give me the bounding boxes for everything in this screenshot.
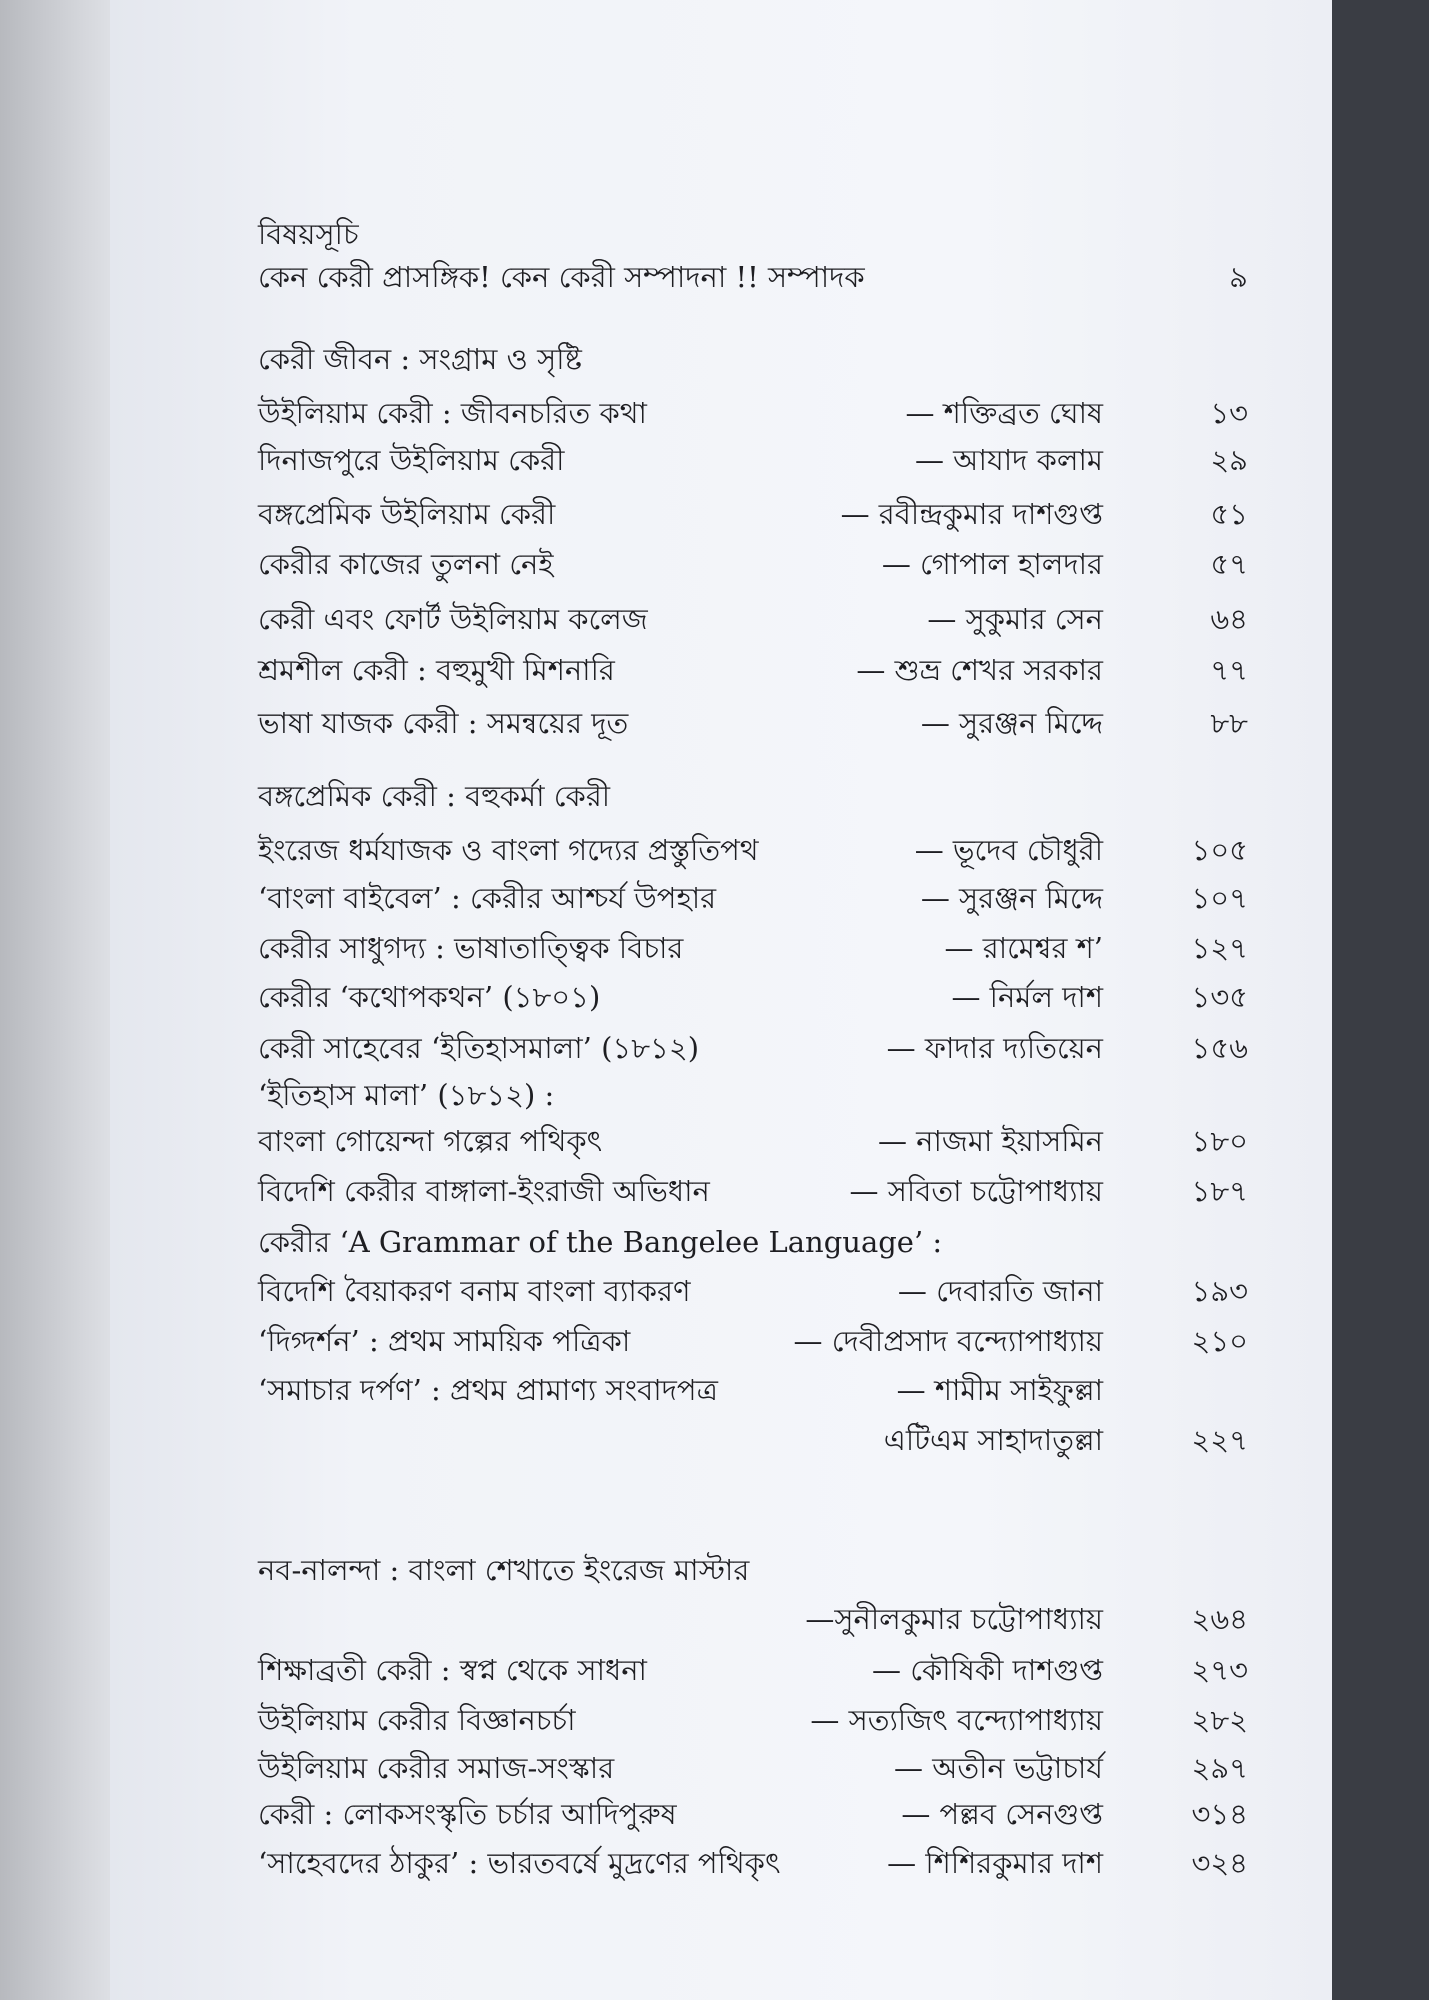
toc-entry (258, 1319, 1248, 1363)
entry-title: শিক্ষাব্রতী কেরী : স্বপ্ন থেকে সাধনা (258, 1653, 647, 1687)
entry-author: — শক্তিব্রত ঘোষ (905, 396, 1103, 430)
entry-title: বাংলা গোয়েন্দা গল্পের পথিকৃৎ (258, 1124, 603, 1158)
toc-entry (258, 492, 1248, 536)
entry-title: শ্রমশীল কেরী : বহুমুখী মিশনারি (258, 653, 615, 687)
entry-author: — গোপাল হালদার (881, 547, 1103, 581)
entry-author: — দেবীপ্রসাদ বন্দ্যোপাধ্যায় (793, 1324, 1103, 1358)
toc-entry (258, 1220, 1248, 1264)
entry-page: ৫৭ (1210, 547, 1248, 581)
toc-entry (258, 1073, 1248, 1117)
entry-author: — পল্লব সেনগুপ্ত (901, 1797, 1103, 1831)
section-heading (258, 1548, 1248, 1592)
entry-title: ‘সাহেবদের ঠাকুর’ : ভারতবর্ষে মুদ্রণের পথিকৃৎ (258, 1846, 781, 1880)
entry-page: ১৩ (1210, 396, 1248, 430)
entry-author: — অতীন ভট্টাচার্য (894, 1751, 1103, 1785)
toc-entry (258, 1026, 1248, 1070)
toc-entry (258, 542, 1248, 586)
toc-entry (258, 975, 1248, 1019)
entry-page: ১৫৬ (1191, 1031, 1248, 1065)
entry-title: ‘বাংলা বাইবেল’ : কেরীর আশ্চর্য উপহার (258, 881, 717, 915)
entry-page: ২৯ (1210, 443, 1248, 477)
toc-entry (258, 438, 1248, 482)
toc-entry (258, 1368, 1248, 1412)
toc-entry (258, 648, 1248, 692)
page-edge-background (1332, 0, 1429, 2000)
entry-title: বিদেশি বৈয়াকরণ বনাম বাংলা ব্যাকরণ (258, 1274, 691, 1308)
toc-entry-intro (258, 255, 1248, 299)
entry-page: ২১০ (1191, 1324, 1248, 1358)
entry-author: — রামেশ্বর শ’ (944, 931, 1103, 965)
entry-page: ১০৭ (1191, 881, 1248, 915)
section-heading (258, 774, 1248, 818)
toc-entry (258, 1746, 1248, 1790)
entry-page: ৮৮ (1210, 706, 1248, 740)
entry-author: — নির্মল দাশ (951, 980, 1103, 1014)
entry-author: — শিশিরকুমার দাশ (887, 1846, 1103, 1880)
toc-entry (258, 1792, 1248, 1836)
entry-page: ৩২৪ (1191, 1846, 1248, 1880)
toc-entry (258, 876, 1248, 920)
toc-entry (258, 1269, 1248, 1313)
toc-entry (258, 391, 1248, 435)
entry-author: — সবিতা চট্টোপাধ্যায় (849, 1174, 1103, 1208)
section-title: কেরী জীবন : সংগ্রাম ও সৃষ্টি (258, 342, 582, 376)
entry-title: কেরীর ‘কথোপকথন’ (১৮০১) (258, 980, 601, 1014)
toc-entry (258, 701, 1248, 745)
entry-title: কেরীর ‘A Grammar of the Bangelee Language’ : (258, 1225, 943, 1259)
toc-entry (258, 926, 1248, 970)
entry-author: — সুরঞ্জন মিদ্দে (920, 881, 1103, 915)
entry-page: ৬৪ (1210, 602, 1248, 636)
entry-title: দিনাজপুরে উইলিয়াম কেরী (258, 443, 565, 477)
entry-author: — দেবারতি জানা (897, 1274, 1103, 1308)
entry-title: কেরী : লোকসংস্কৃতি চর্চার আদিপুরুষ (258, 1797, 677, 1831)
entry-title: ‘দিগ্দর্শন’ : প্রথম সাময়িক পত্রিকা (258, 1324, 631, 1358)
entry-page: ১০৫ (1191, 833, 1248, 867)
entry-title: উইলিয়াম কেরী : জীবনচরিত কথা (258, 396, 647, 430)
entry-author: — ভূদেব চৌধুরী (914, 833, 1103, 867)
entry-title: বঙ্গপ্রেমিক উইলিয়াম কেরী (258, 497, 556, 531)
entry-page: ২৮২ (1191, 1703, 1248, 1737)
heading-text: বিষয়সূচি (258, 217, 359, 251)
entry-title: বিদেশি কেরীর বাঙ্গালা-ইংরাজী অভিধান (258, 1174, 710, 1208)
toc-entry (258, 1698, 1248, 1742)
entry-title: কেরী এবং ফোর্ট উইলিয়াম কলেজ (258, 602, 648, 636)
entry-author: — শামীম সাইফুল্লা (896, 1373, 1103, 1407)
entry-title: কেরীর সাধুগদ্য : ভাষাতাত্ত্বিক বিচার (258, 931, 684, 965)
entry-title: কেন কেরী প্রাসঙ্গিক! কেন কেরী সম্পাদনা !! সম্পাদক (258, 260, 865, 294)
toc-entry (258, 1648, 1248, 1692)
entry-title: ‘ইতিহাস মালা’ (১৮১২) : (258, 1078, 555, 1112)
entry-author: — কৌষিকী দাশগুপ্ত (871, 1653, 1103, 1687)
entry-author: — রবীন্দ্রকুমার দাশগুপ্ত (840, 497, 1103, 531)
entry-author: — আযাদ কলাম (914, 443, 1103, 477)
entry-page: ১৮৭ (1191, 1174, 1248, 1208)
entry-page: ৯ (1229, 260, 1248, 294)
entry-page: ২৯৭ (1191, 1751, 1248, 1785)
entry-page: ২৬৪ (1191, 1602, 1248, 1636)
section-heading (258, 337, 1248, 381)
entry-page: ২৭৩ (1191, 1653, 1248, 1687)
section-title: বঙ্গপ্রেমিক কেরী : বহুকর্মা কেরী (258, 779, 611, 813)
entry-page: ১৩৫ (1191, 980, 1248, 1014)
entry-author: — সুরঞ্জন মিদ্দে (920, 706, 1103, 740)
toc-entry (258, 1169, 1248, 1213)
entry-author: — শুভ্র শেখর সরকার (856, 653, 1103, 687)
entry-author: — সত্যজিৎ বন্দ্যোপাধ্যায় (810, 1703, 1103, 1737)
toc-entry (258, 1841, 1248, 1885)
entry-author: — নাজমা ইয়াসমিন (877, 1124, 1103, 1158)
entry-page: ২২৭ (1191, 1423, 1248, 1457)
toc-entry (258, 828, 1248, 872)
toc-entry (258, 597, 1248, 641)
entry-page: ১৮০ (1191, 1124, 1248, 1158)
entry-title: ইংরেজ ধর্মযাজক ও বাংলা গদ্যের প্রস্তুতিপথ (258, 833, 759, 867)
entry-author: এটিএম সাহাদাতুল্লা (883, 1423, 1103, 1457)
entry-author: — ফাদার দ্যতিয়েন (886, 1031, 1103, 1065)
section-title: নব-নালন্দা : বাংলা শেখাতে ইংরেজ মাস্টার (258, 1553, 750, 1587)
entry-page: ১৯৩ (1191, 1274, 1248, 1308)
toc-entry (258, 1418, 1248, 1462)
entry-title: উইলিয়াম কেরীর সমাজ-সংস্কার (258, 1751, 615, 1785)
entry-page: ৭৭ (1210, 653, 1248, 687)
toc-heading (258, 212, 1248, 256)
entry-page: ৩১৪ (1191, 1797, 1248, 1831)
entry-page: ৫১ (1210, 497, 1248, 531)
entry-title: ভাষা যাজক কেরী : সমন্বয়ের দূত (258, 706, 629, 740)
entry-author: —সুনীলকুমার চট্টোপাধ্যায় (805, 1602, 1103, 1636)
entry-title: কেরী সাহেবের ‘ইতিহাসমালা’ (১৮১২) (258, 1031, 700, 1065)
toc-entry (258, 1597, 1248, 1641)
entry-title: ‘সমাচার দর্পণ’ : প্রথম প্রামাণ্য সংবাদপত্র (258, 1373, 718, 1407)
entry-page: ১২৭ (1191, 931, 1248, 965)
toc-entry (258, 1119, 1248, 1163)
entry-title: উইলিয়াম কেরীর বিজ্ঞানচর্চা (258, 1703, 576, 1737)
entry-title: কেরীর কাজের তুলনা নেই (258, 547, 554, 581)
entry-author: — সুকুমার সেন (927, 602, 1103, 636)
